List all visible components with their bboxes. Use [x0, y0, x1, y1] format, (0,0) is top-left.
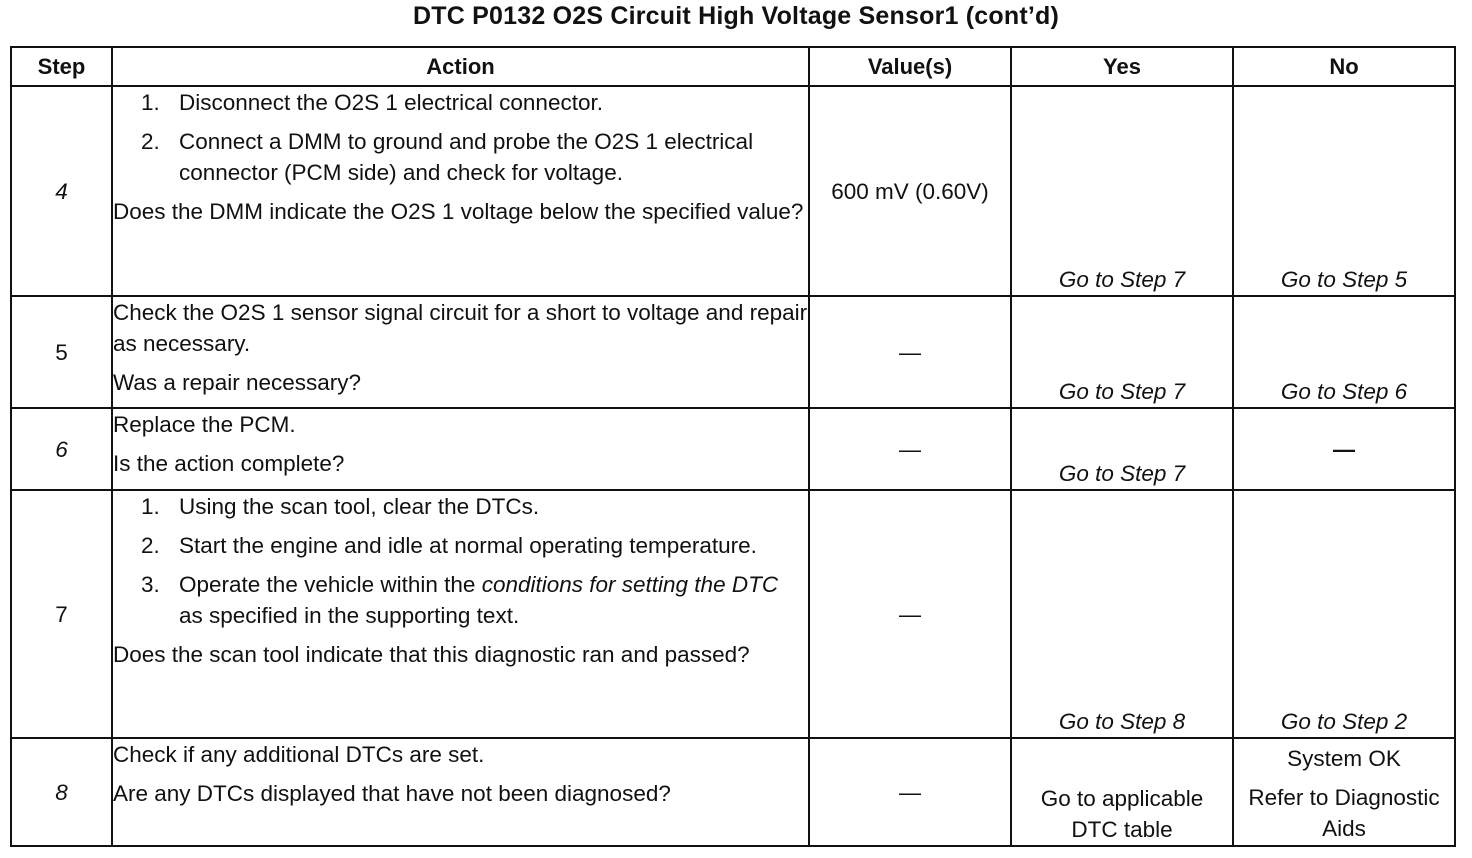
step-number: 8: [11, 738, 112, 846]
action-text: Check the O2S 1 sensor signal circuit for a short to voltage and repair as necessary.: [113, 300, 808, 356]
list-text-emphasis: conditions for setting the DTC: [481, 572, 779, 597]
yes-cell: Go to Step 7: [1011, 86, 1233, 296]
list-number: 2.: [141, 533, 160, 558]
list-text: Disconnect the O2S 1 electrical connector.: [179, 90, 603, 115]
value-cell: —: [809, 408, 1011, 490]
table-row-step-4: [11, 86, 1455, 296]
list-item: [113, 126, 808, 188]
list-item: [113, 491, 808, 522]
action-question: Does the scan tool indicate that this diagnostic ran and passed?: [113, 642, 750, 667]
no-system-ok: System OK: [1287, 746, 1401, 771]
table-row-step-8: [11, 738, 1455, 846]
list-number: 1.: [141, 90, 160, 115]
list-text: Using the scan tool, clear the DTCs.: [179, 494, 540, 519]
table-row-step-7: [11, 490, 1455, 738]
page-title: DTC P0132 O2S Circuit High Voltage Sensor1 (cont’d): [413, 2, 1059, 30]
action-question: Is the action complete?: [113, 451, 345, 476]
step-number: 6: [11, 408, 112, 490]
action-list: [113, 87, 808, 188]
table-header-row: [11, 47, 1455, 86]
list-item: [113, 569, 808, 631]
yes-cell: Go to Step 7: [1011, 296, 1233, 408]
list-text: Connect a DMM to ground and probe the O2S 1 electrical connector (PCM side) and check for voltage.: [179, 129, 754, 185]
yes-cell: Go to applicable DTC table: [1011, 738, 1233, 846]
action-question: Does the DMM indicate the O2S 1 voltage below the specified value?: [113, 199, 804, 224]
action-question: Was a repair necessary?: [113, 370, 362, 395]
list-text: Start the engine and idle at normal operating temperature.: [179, 533, 757, 558]
no-cell: —: [1233, 408, 1455, 490]
list-text-pre: Operate the vehicle within the: [179, 572, 482, 597]
value-cell: —: [809, 490, 1011, 738]
no-cell: Go to Step 6: [1233, 296, 1455, 408]
no-cell: [1233, 738, 1455, 846]
action-list: [113, 491, 808, 631]
diagnostic-table: [10, 46, 1456, 847]
action-cell: [112, 86, 809, 296]
value-cell: —: [809, 296, 1011, 408]
header-yes: Yes: [1011, 47, 1233, 86]
header-values: Value(s): [809, 47, 1011, 86]
step-number: 5: [11, 296, 112, 408]
yes-cell: Go to Step 7: [1011, 408, 1233, 490]
step-number: 7: [11, 490, 112, 738]
no-cell: Go to Step 5: [1233, 86, 1455, 296]
table-row-step-6: [11, 408, 1455, 490]
list-number: 2.: [141, 129, 160, 154]
action-text: Check if any additional DTCs are set.: [113, 742, 485, 767]
value-cell: 600 mV (0.60V): [809, 86, 1011, 296]
value-cell: —: [809, 738, 1011, 846]
header-no: No: [1233, 47, 1455, 86]
header-step: Step: [11, 47, 112, 86]
list-number: 1.: [141, 494, 160, 519]
table-row-step-5: [11, 296, 1455, 408]
action-cell: [112, 408, 809, 490]
no-refer: Refer to Diagnostic Aids: [1248, 785, 1440, 841]
list-item: [113, 87, 808, 118]
list-item: [113, 530, 808, 561]
yes-cell: Go to Step 8: [1011, 490, 1233, 738]
header-action: Action: [112, 47, 809, 86]
action-cell: [112, 296, 809, 408]
action-question: Are any DTCs displayed that have not been diagnosed?: [113, 781, 671, 806]
action-text: Replace the PCM.: [113, 412, 296, 437]
list-number: 3.: [141, 572, 160, 597]
action-cell: [112, 490, 809, 738]
list-text-post: as specified in the supporting text.: [179, 603, 520, 628]
no-cell: Go to Step 2: [1233, 490, 1455, 738]
action-cell: [112, 738, 809, 846]
step-number: 4: [11, 86, 112, 296]
